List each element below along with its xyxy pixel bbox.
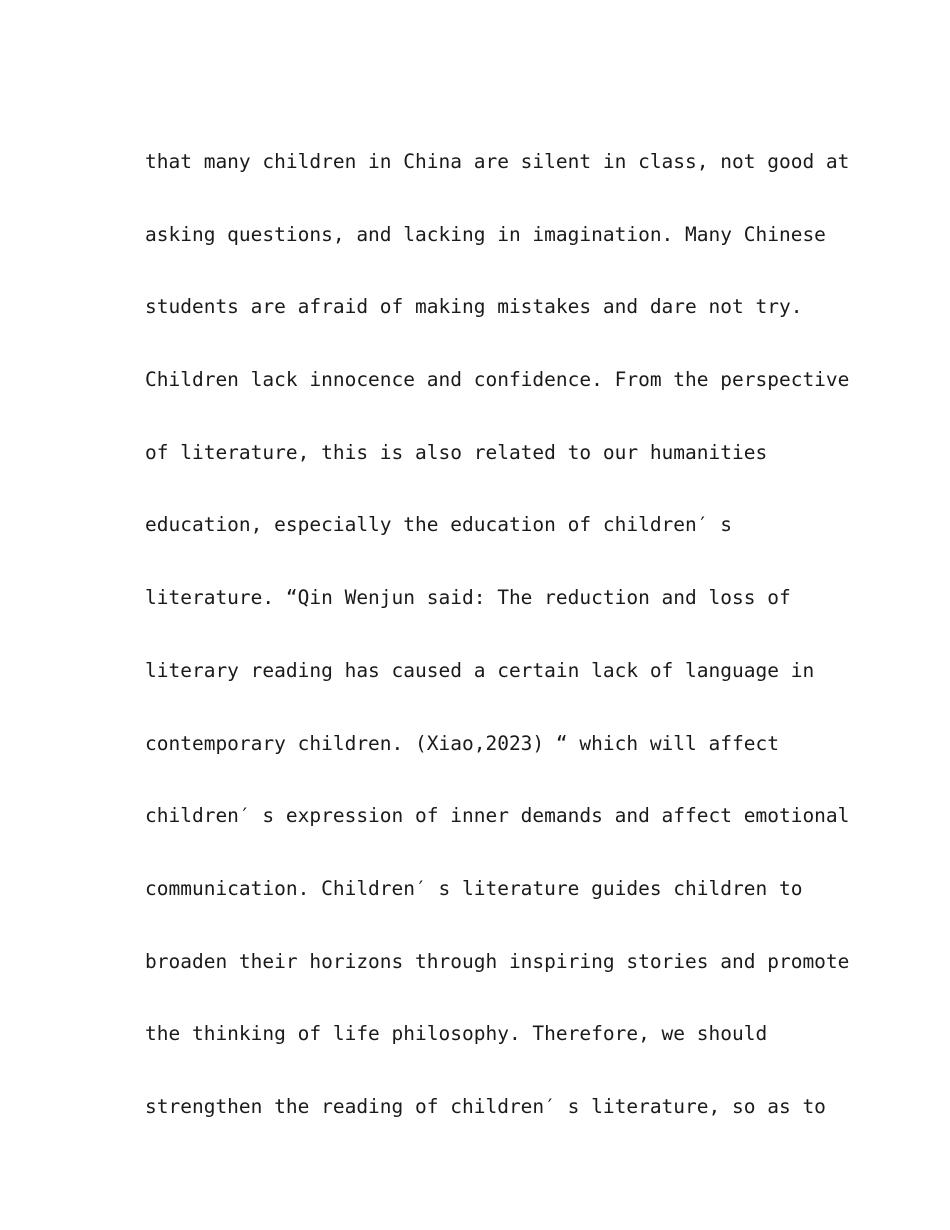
text-line: literary reading has caused a certain lack of language in xyxy=(145,658,815,682)
text-line: of literature, this is also related to our humanities xyxy=(145,440,768,464)
body-paragraph xyxy=(145,126,850,1144)
text-line: asking questions, and lacking in imagination. Many Chinese xyxy=(145,222,826,246)
text-line: communication. Children′ s literature guides children to xyxy=(145,876,803,900)
text-line: broaden their horizons through inspiring stories and promote xyxy=(145,949,850,973)
text-line: strengthen the reading of children′ s literature, so as to xyxy=(145,1094,826,1118)
text-line: the thinking of life philosophy. Therefore, we should xyxy=(145,1022,768,1046)
text-line: literature. “Qin Wenjun said: The reduction and loss of xyxy=(145,586,791,610)
text-line: students are afraid of making mistakes and dare not try. xyxy=(145,295,803,319)
text-line: that many children in China are silent in class, not good at xyxy=(145,150,850,173)
text-line: education, especially the education of children′ s xyxy=(145,513,732,537)
text-line: Children lack innocence and confidence. From the perspective xyxy=(145,368,850,392)
text-line: contemporary children. (Xiao,2023) “ which will affect xyxy=(145,731,779,755)
text-line: children′ s expression of inner demands and affect emotional xyxy=(145,804,850,828)
